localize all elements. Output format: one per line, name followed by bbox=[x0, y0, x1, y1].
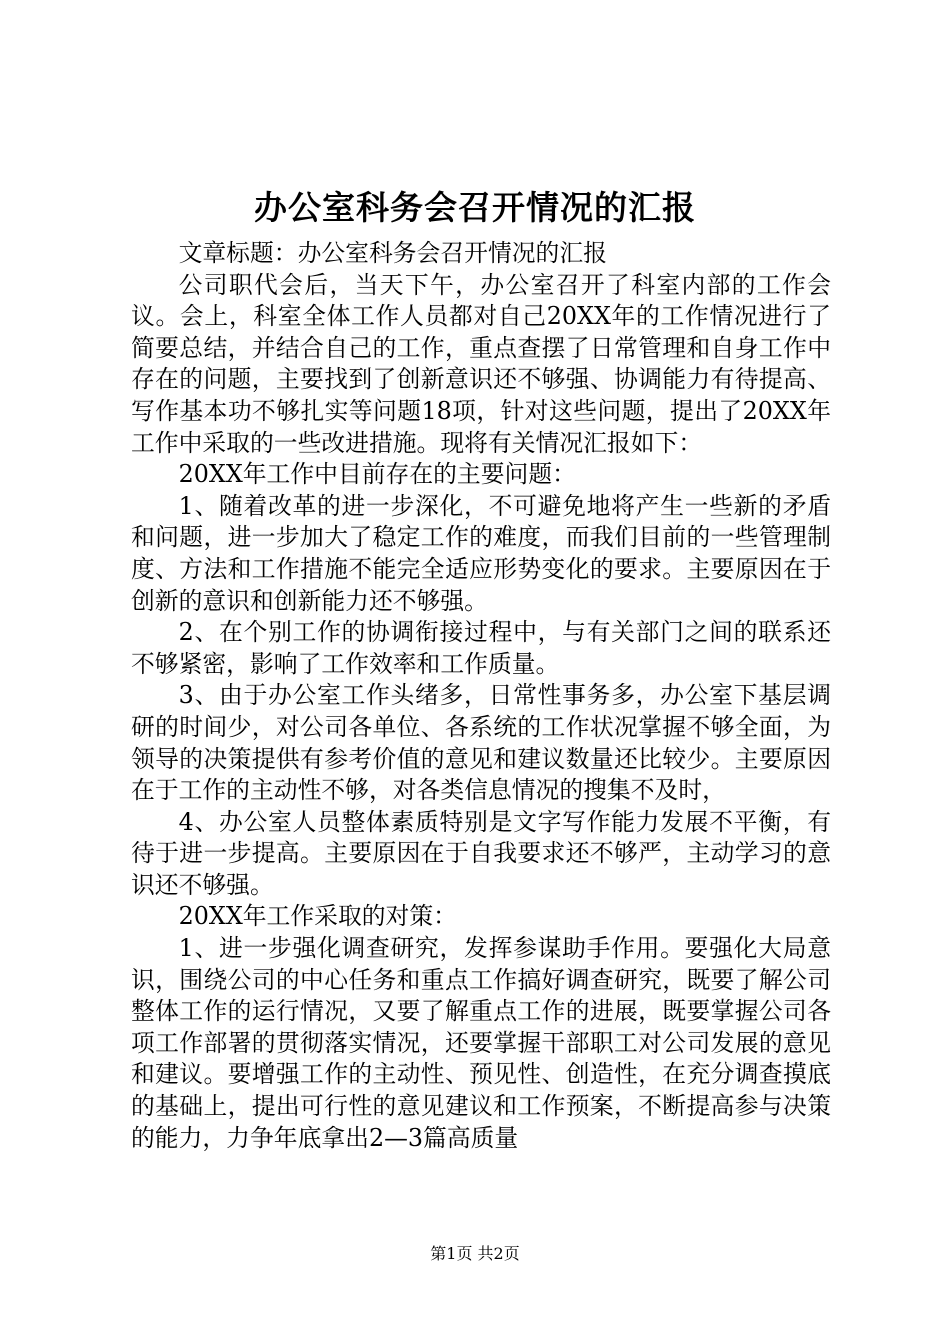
paragraph-intro: 公司职代会后，当天下午，办公室召开了科室内部的工作会议。会上，科室全体工作人员都对自己20XX年的工作情况进行了简要总结，并结合自己的工作，重点查摆了日常管理和自身工作中存在的问题，主要找到了创新意识还不够强、协调能力有待提高、写作基本功不够扎实等问题18项，针对这些问题，提出了20XX年工作中采取的一些改进措施。现将有关情况汇报如下： bbox=[131, 270, 831, 457]
document-title: 办公室科务会召开情况的汇报 bbox=[254, 188, 696, 227]
paragraph-article-title: 文章标题：办公室科务会召开情况的汇报 bbox=[178, 239, 607, 267]
paragraph-problem-4: 4、办公室人员整体素质特别是文字写作能力发展不平衡，有待于进一步提高。主要原因在于自我要求还不够严，主动学习的意识还不够强。 bbox=[131, 807, 831, 899]
paragraph-problem-2: 2、在个别工作的协调衔接过程中，与有关部门之间的联系还不够紧密，影响了工作效率和工作质量。 bbox=[131, 618, 831, 678]
document-body bbox=[131, 238, 831, 1154]
paragraph-measure-1: 1、进一步强化调查研究，发挥参谋助手作用。要强化大局意识，围绕公司的中心任务和重点工作搞好调查研究，既要了解公司整体工作的运行情况，又要了解重点工作的进展，既要掌握公司各项工作部署的贯彻落实情况，还要掌握干部职工对公司发展的意见和建议。要增强工作的主动性、预见性、创造性，在充分调查摸底的基础上，提出可行性的意见建议和工作预案，不断提高参与决策的能力，力争年底拿出2—3篇高质量 bbox=[131, 934, 831, 1152]
paragraph-measures-heading: 20XX年工作采取的对策： bbox=[178, 902, 457, 931]
paragraph-problem-1: 1、随着改革的进一步深化，不可避免地将产生一些新的矛盾和问题，进一步加大了稳定工作的难度，而我们目前的一些管理制度、方法和工作措施不能完全适应形势变化的要求。主要原因在于创新的意识和创新能力还不够强。 bbox=[131, 491, 831, 615]
paragraph-problems-heading: 20XX年工作中目前存在的主要问题： bbox=[178, 460, 576, 489]
page-footer: 第1页 共2页 bbox=[430, 1244, 520, 1263]
paragraph-problem-3: 3、由于办公室工作头绪多，日常性事务多，办公室下基层调研的时间少，对公司各单位、各系统的工作状况掌握不够全面，为领导的决策提供有参考价值的意见和建议数量还比较少。主要原因在于工作的主动性不够，对各类信息情况的搜集不及时， bbox=[131, 681, 831, 805]
